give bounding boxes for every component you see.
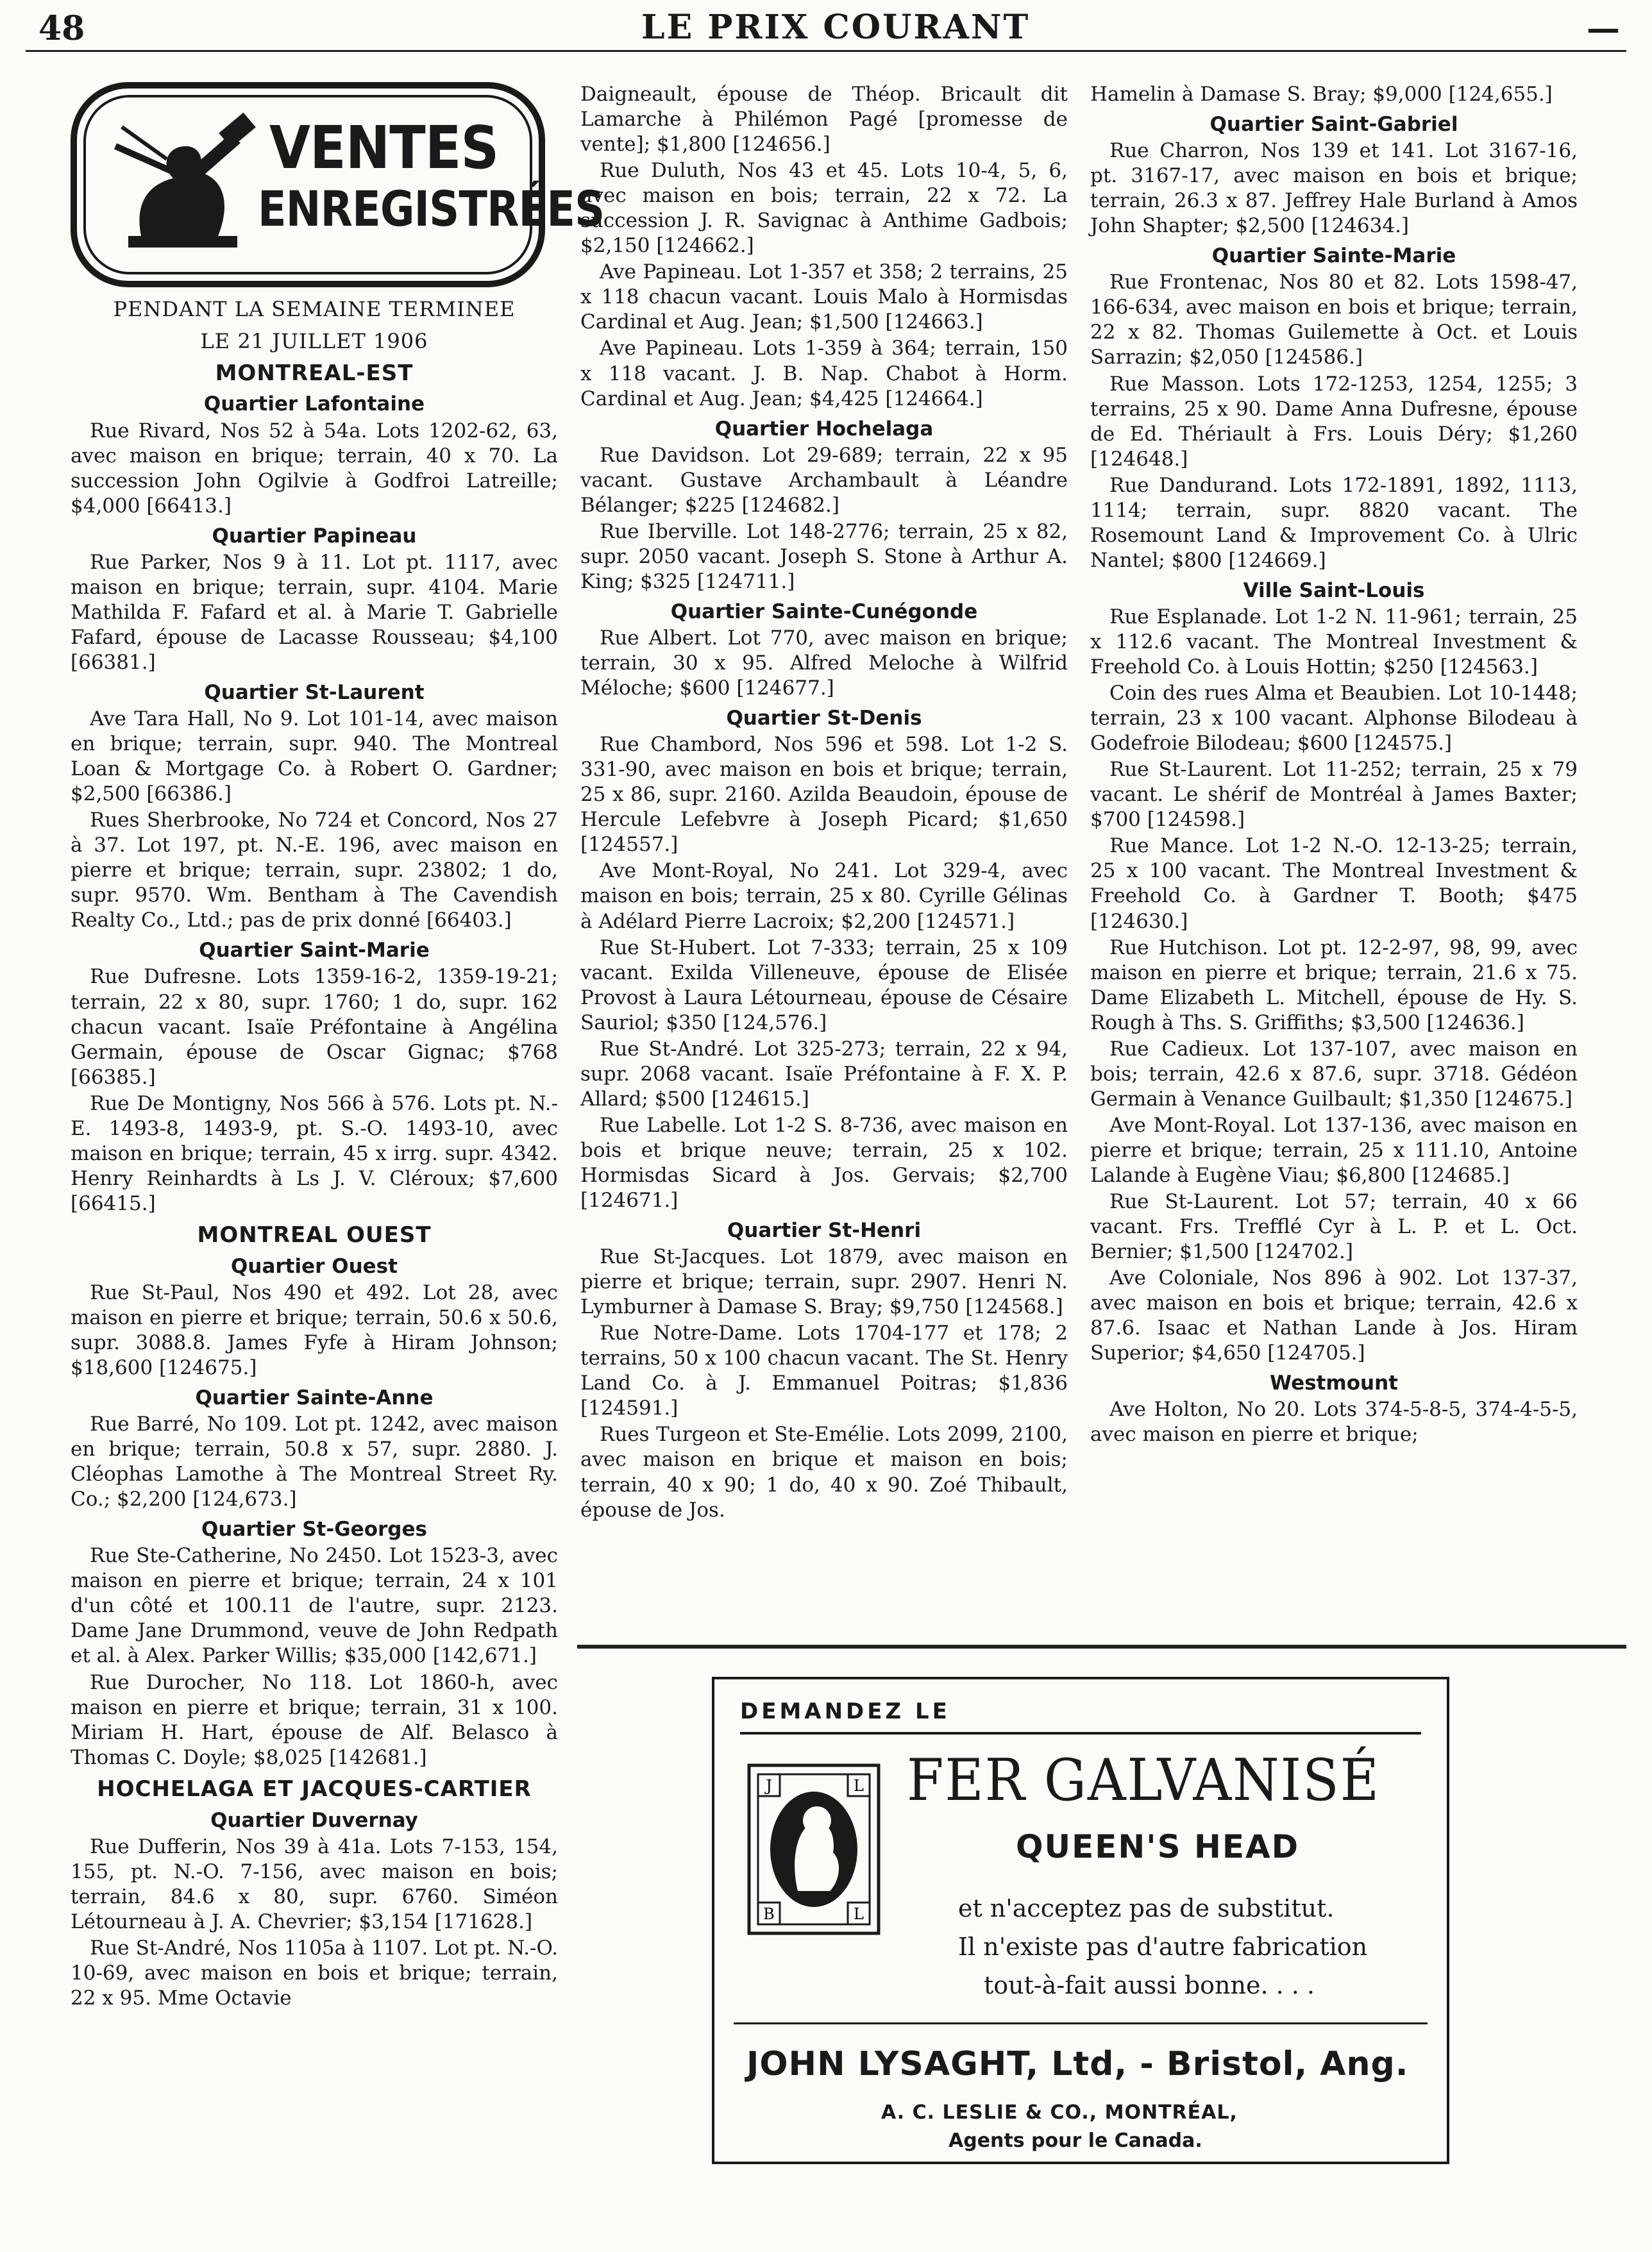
section-heading: Quartier Papineau bbox=[212, 524, 417, 548]
page-header bbox=[0, 0, 1652, 58]
section-heading: HOCHELAGA ET JACQUES-CARTIER bbox=[97, 1776, 532, 1802]
ad-line-1: et n'acceptez pas de substitut. bbox=[958, 1894, 1335, 1922]
ad-company: JOHN LYSAGHT, Ltd, - Bristol, Ang. bbox=[746, 2045, 1409, 2083]
sale-entry: Rue Charron, Nos 139 et 141. Lot 3167-16, pt. 3167-17, avec maison en bois et brique; terrain, 26.3 x 87. Jeffrey Hale Burland à Amos John Shapter; $2,500 [124634.] bbox=[1090, 139, 1578, 238]
sale-entry: Rue Chambord, Nos 596 et 598. Lot 1-2 S. 331-90, avec maison en bois et brique; terrain, 25 x 86, supr. 2160. Azilda Beaudoin, épouse de Hercule Lefebvre à Joseph Picard; $1,650 [124557.] bbox=[580, 733, 1068, 857]
sale-entry-continued: Daigneault, épouse de Théop. Bricault dit Lamarche à Philémon Pagé [promesse de vente]; $1,800 [124656.] bbox=[580, 83, 1068, 156]
sale-entry: Ave Papineau. Lots 1-359 à 364; terrain, 150 x 118 vacant. J. B. Nap. Chabot à Horm. Cardinal et Aug. Jean; $4,425 [124664.] bbox=[580, 337, 1068, 410]
sale-entry: Rue Parker, Nos 9 à 11. Lot pt. 1117, avec maison en brique; terrain, supr. 4104. Marie Mathilda F. Fafard et al. à Marie T. Gabrielle Fafard, épouse de Lacasse Rousseau; $4,100 [66381.] bbox=[71, 550, 558, 674]
ad-title: FER GALVANISÉ bbox=[907, 1747, 1380, 1814]
logo-word-ventes: VENTES bbox=[269, 113, 499, 182]
sale-entry: Rue Dufresne. Lots 1359-16-2, 1359-19-21; terrain, 22 x 80, supr. 1760; 1 do, supr. 162 chacun vacant. Isaïe Préfontaine à Angélina Germain, épouse de Oscar Gignac; $768 [66385.] bbox=[71, 965, 558, 1089]
section-heading: Quartier St-Georges bbox=[201, 1518, 427, 1542]
column-3-body bbox=[1090, 82, 1578, 1447]
ad-line-3: tout-à-fait aussi bonne. . . . bbox=[984, 1971, 1315, 1999]
section-heading: Quartier Sainte-Anne bbox=[195, 1386, 434, 1410]
ad-top-rule bbox=[740, 1732, 1421, 1735]
sale-entry: Ave Coloniale, Nos 896 à 902. Lot 137-37, avec maison en bois et brique; terrain, 42.6 x 87.6. Isaac et Nathan Lande à Jos. Hiram Superior; $4,650 [124705.] bbox=[1090, 1266, 1578, 1365]
ad-line-2: Il n'existe pas d'autre fabrication bbox=[958, 1933, 1368, 1961]
sale-entry: Rue Dandurand. Lots 172-1891, 1892, 1113, 1114; terrain, supr. 8820 vacant. The Rosemount Land & Improvement Co. à Ulric Nantel; $800 [124669.] bbox=[1090, 473, 1578, 572]
section-heading: Quartier Sainte-Cunégonde bbox=[670, 600, 978, 623]
ventes-enregistrees-logo bbox=[71, 82, 605, 287]
sale-entry-continued: Hamelin à Damase S. Bray; $9,000 [124,655.] bbox=[1090, 83, 1553, 106]
section-heading: Quartier St-Denis bbox=[726, 707, 922, 730]
header-rule bbox=[26, 50, 1626, 52]
section-heading: Quartier Sainte-Marie bbox=[1211, 244, 1456, 268]
sale-entry: Rue Rivard, Nos 52 à 54a. Lots 1202-62, 63, avec maison en brique; terrain, 40 x 70. La succession John Ogilvie à Godfroi Latreille; $4,000 [66413.] bbox=[71, 419, 558, 517]
sale-entry: Rue Cadieux. Lot 137-107, avec maison en bois; terrain, 42.6 x 87.6, supr. 3718. Gédéon Germain à Venance Guilbault; $1,350 [124675.] bbox=[1090, 1037, 1578, 1111]
section-heading: MONTREAL-EST bbox=[215, 360, 414, 386]
section-heading: Quartier Lafontaine bbox=[203, 392, 425, 416]
sale-entry: Rue Barré, No 109. Lot pt. 1242, avec maison en brique; terrain, 50.8 x 57, supr. 2880. J. Cléophas Lamothe à The Montreal Street Ry. Co.; $2,200 [124,673.] bbox=[71, 1413, 558, 1511]
sale-entry: Rue St-Hubert. Lot 7-333; terrain, 25 x 109 vacant. Exilda Villeneuve, épouse de Elisée Provost à Laura Létourneau, épouse de Césaire Sauriol; $350 [124,576.] bbox=[580, 936, 1068, 1034]
sale-entry: Rue Esplanade. Lot 1-2 N. 11-961; terrain, 25 x 112.6 vacant. The Montreal Investment & Freehold Co. à Louis Hottin; $250 [124563.] bbox=[1090, 605, 1578, 679]
sale-entry: Rue Dufferin, Nos 39 à 41a. Lots 7-153, 154, 155, pt. N.-O. 7-156, avec maison en bois; terrain, 84.6 x 80, supr. 6760. Siméon Létourneau à J. A. Chevrier; $3,154 [171628.] bbox=[71, 1835, 558, 1933]
section-heading: MONTREAL OUEST bbox=[197, 1222, 432, 1248]
section-heading: Quartier Ouest bbox=[231, 1254, 398, 1278]
section-rule bbox=[577, 1645, 1626, 1649]
stamp-corner-tl: J bbox=[766, 1777, 772, 1795]
sale-entry: Rue Notre-Dame. Lots 1704-177 et 178; 2 terrains, 50 x 100 chacun vacant. The St. Henry Land Co. à J. Emmanuel Poitras; $1,836 [124591.] bbox=[580, 1322, 1068, 1420]
sale-entry: Rues Sherbrooke, No 724 et Concord, Nos 27 à 37. Lot 197, pt. N.-E. 196, avec maison en pierre et brique; terrain, supr. 23802; 1 do, supr. 9570. Wm. Bentham à The Cavendish Realty Co., Ltd.; pas de prix donné [66403.] bbox=[71, 809, 558, 932]
period-line-1: PENDANT LA SEMAINE TERMINEE bbox=[113, 297, 516, 321]
sale-entry: Coin des rues Alma et Beaubien. Lot 10-1448; terrain, 23 x 100 vacant. Alphonse Bilodeau à Godefroie Bilodeau; $600 [124575.] bbox=[1090, 682, 1578, 755]
sale-entry: Rue Masson. Lots 172-1253, 1254, 1255; 3 terrains, 25 x 90. Dame Anna Dufresne, épouse de Ed. Thériault à Frs. Louis Déry; $1,260 [124648.] bbox=[1090, 372, 1578, 471]
sale-entry: Rue Hutchison. Lot pt. 12-2-97, 98, 99, avec maison en pierre et brique; terrain, 21.6 x 75. Dame Elizabeth L. Mitchell, épouse de Hy. S. Rough à Ths. S. Griffiths; $3,500 [124636.] bbox=[1090, 936, 1578, 1034]
sale-entry: Rue Duluth, Nos 43 et 45. Lots 10-4, 5, 6, avec maison en bois; terrain, 22 x 72. La succession J. R. Savignac à Anthime Gadbois; $2,150 [124662.] bbox=[580, 159, 1068, 258]
header-corner-mark: — bbox=[1587, 9, 1620, 48]
section-heading: Quartier Duvernay bbox=[210, 1808, 418, 1832]
sale-entry: Rue St-André. Lot 325-273; terrain, 22 x 94, supr. 2068 vacant. Isaïe Préfontaine à F. X. P. Allard; $500 [124615.] bbox=[580, 1037, 1068, 1111]
section-heading: Westmount bbox=[1270, 1372, 1398, 1395]
sale-entry: Ave Tara Hall, No 9. Lot 101-14, avec maison en brique; terrain, supr. 940. The Montreal Loan & Mortgage Co. à Robert O. Gardner; $2,500 [66386.] bbox=[71, 707, 558, 806]
ad-subtitle: QUEEN'S HEAD bbox=[1016, 1828, 1300, 1865]
sale-entry: Rue St-Jacques. Lot 1879, avec maison en pierre et brique; terrain, supr. 2907. Henri N. Lymburner à Damase S. Bray; $9,750 [124568.] bbox=[580, 1245, 1068, 1319]
sale-entry: Rue Frontenac, Nos 80 et 82. Lots 1598-47, 166-634, avec maison en bois et brique; terrain, 22 x 82. Thomas Guilemette à Oct. et Louis Sarrazin; $2,050 [124586.] bbox=[1090, 271, 1578, 369]
sale-entry: Rue Iberville. Lot 148-2776; terrain, 25 x 82, supr. 2050 vacant. Joseph S. Stone à Arthur A. King; $325 [124711.] bbox=[580, 519, 1068, 593]
sale-entry: Rues Turgeon et Ste-Emélie. Lots 2099, 2100, avec maison en brique et maison en bois; terrain, 40 x 90; 1 do, 40 x 90. Zoé Thibault, épouse de Jos. bbox=[580, 1423, 1068, 1522]
sale-entry: Rue St-Laurent. Lot 57; terrain, 40 x 66 vacant. Frs. Trefflé Cyr à L. P. et L. Oct. Bernier; $1,500 [124702.] bbox=[1090, 1190, 1578, 1264]
ad-mid-rule bbox=[734, 2022, 1428, 2024]
sale-entry: Ave Papineau. Lot 1-357 et 358; 2 terrains, 25 x 118 chacun vacant. Louis Malo à Hormisdas Cardinal et Aug. Jean; $1,500 [124663.] bbox=[580, 260, 1068, 334]
section-heading: Quartier St-Laurent bbox=[204, 680, 425, 704]
sale-entry: Rue Durocher, No 118. Lot 1860-h, avec maison en pierre et brique; terrain, 31 x 100. Miriam H. Hart, épouse de Alf. Belasco à Thomas C. Doyle; $8,025 [142681.] bbox=[71, 1670, 558, 1769]
column-2-body bbox=[580, 82, 1068, 1523]
section-heading: Quartier Saint-Gabriel bbox=[1210, 113, 1458, 137]
sale-entry: Rue St-André, Nos 1105a à 1107. Lot pt. N.-O. 10-69, avec maison en bois et brique; terrain, 22 x 95. Mme Octavie bbox=[71, 1936, 558, 2010]
section-heading: Quartier Saint-Marie bbox=[199, 939, 430, 962]
stamp-corner-br: L bbox=[854, 1905, 864, 1923]
column-1-body bbox=[71, 360, 558, 2011]
sale-entry: Rue St-Paul, Nos 490 et 492. Lot 28, avec maison en pierre et brique; terrain, 50.6 x 50.6, supr. 3088.8. James Fyfe à Hiram Johnson; $18,600 [124675.] bbox=[71, 1281, 558, 1379]
sale-entry: Rue De Montigny, Nos 566 à 576. Lots pt. N.-E. 1493-8, 1493-9, pt. S.-O. 1493-10, avec maison en brique; terrain, 45 x irrg. supr. 4342. Henry Reinhardts à Ls J. V. Cléroux; $7,600 [66415.] bbox=[71, 1091, 558, 1215]
sale-entry: Rue Davidson. Lot 29-689; terrain, 22 x 95 vacant. Gustave Archambault à Léandre Bélanger; $225 [124682.] bbox=[580, 443, 1068, 517]
queens-head-stamp-icon bbox=[746, 1763, 881, 1936]
ad-agent-sub: Agents pour le Canada. bbox=[948, 2130, 1202, 2152]
logo-word-enregistrees: ENREGISTRÉES bbox=[258, 180, 605, 237]
section-heading: Ville Saint-Louis bbox=[1243, 578, 1425, 602]
column-1 bbox=[71, 82, 605, 2012]
sale-entry: Rue St-Laurent. Lot 11-252; terrain, 25 x 79 vacant. Le shérif de Montréal à James Baxter; $700 [124598.] bbox=[1090, 758, 1578, 832]
sale-entry: Ave Mont-Royal. Lot 137-136, avec maison en pierre et brique; terrain, 25 x 111.10, Antoine Lalande à Eugène Viau; $6,800 [124685.] bbox=[1090, 1113, 1578, 1187]
section-heading: Quartier Hochelaga bbox=[714, 417, 934, 441]
ad-agent: A. C. LESLIE & CO., MONTRÉAL, bbox=[881, 2101, 1238, 2124]
page-number: 48 bbox=[38, 9, 85, 48]
sale-entry: Ave Holton, No 20. Lots 374-5-8-5, 374-4-5-5, avec maison en pierre et brique; bbox=[1090, 1398, 1578, 1447]
masthead-title: LE PRIX COURANT bbox=[641, 8, 1031, 47]
column-3 bbox=[1090, 82, 1578, 1449]
ad-demandez-le: DEMANDEZ LE bbox=[740, 1699, 950, 1724]
stamp-corner-tr: L bbox=[854, 1777, 864, 1795]
section-heading: Quartier St-Henri bbox=[727, 1219, 922, 1243]
fer-galvanise-advertisement bbox=[712, 1677, 1449, 2164]
sale-entry: Rue Labelle. Lot 1-2 S. 8-736, avec maison en bois et brique neuve; terrain, 25 x 102. Hormisdas Sicard à Jos. Gervais; $2,700 [124671.] bbox=[580, 1113, 1068, 1213]
stamp-corner-bl: B bbox=[763, 1905, 775, 1923]
sale-entry: Rue Ste-Catherine, No 2450. Lot 1523-3, avec maison en pierre et brique; terrain, 24 x 101 d'un côté et 100.11 de l'autre, supr. 2123. Dame Jane Drummond, veuve de John Redpath et al. à Alex. Parker Willis; $35,000 [142,671.] bbox=[71, 1544, 558, 1668]
period-line-2: LE 21 JUILLET 1906 bbox=[200, 329, 428, 354]
column-2 bbox=[580, 82, 1068, 1524]
sale-entry: Ave Mont-Royal, No 241. Lot 329-4, avec maison en bois; terrain, 25 x 80. Cyrille Gélinas à Adélard Pierre Lacroix; $2,200 [124571.] bbox=[580, 859, 1068, 933]
sale-entry: Rue Albert. Lot 770, avec maison en brique; terrain, 30 x 95. Alfred Meloche à Wilfrid Méloche; $600 [124677.] bbox=[580, 626, 1068, 700]
hammer-figure-icon bbox=[103, 108, 257, 262]
sale-entry: Rue Mance. Lot 1-2 N.-O. 12-13-25; terrain, 25 x 100 vacant. The Montreal Investment & Freehold Co. à Gardner T. Booth; $475 [124630.] bbox=[1090, 834, 1578, 933]
